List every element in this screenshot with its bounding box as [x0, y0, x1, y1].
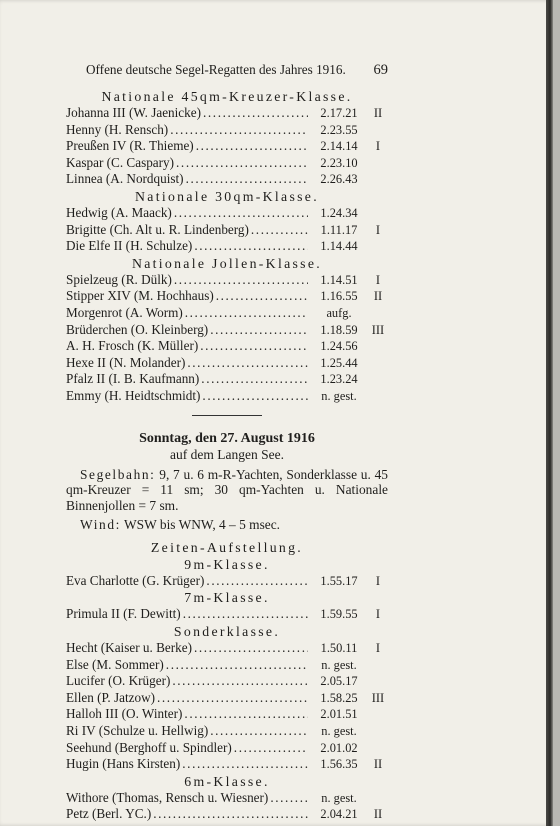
placing: I — [375, 573, 381, 588]
result-row — [66, 790, 388, 807]
boat-name: Brüderchen (O. Kleinberg) — [66, 321, 209, 337]
placing: II — [373, 289, 383, 304]
leader-dots — [182, 756, 308, 772]
finish-time: 1.16.55 — [320, 289, 358, 304]
leader-dots — [200, 338, 308, 354]
finish-time: 1.56.35 — [320, 757, 358, 772]
boat-name: Henny (H. Rensch) — [66, 121, 169, 137]
boat-name: Ellen (P. Jatzow) — [66, 689, 155, 705]
boat-name: Hecht (Kaiser u. Berke) — [66, 640, 192, 656]
leader-dots — [184, 706, 308, 722]
boat-name: Else (M. Sommer) — [66, 656, 164, 672]
leader-dots — [185, 305, 308, 321]
section-divider — [192, 415, 262, 416]
result-row — [66, 573, 388, 590]
result-row — [66, 640, 388, 657]
leader-dots — [234, 740, 308, 756]
page-number: 69 — [373, 62, 388, 78]
placing: III — [371, 322, 385, 337]
leader-dots — [194, 640, 308, 656]
boat-name: Stipper XIV (M. Hochhaus) — [66, 288, 214, 304]
page-content — [66, 62, 388, 823]
result-row — [66, 305, 388, 322]
result-row — [66, 371, 388, 388]
class-heading: Sonderklasse. — [173, 624, 281, 640]
result-row — [66, 740, 388, 757]
leader-dots — [203, 105, 308, 121]
result-row — [66, 606, 388, 623]
placing: II — [373, 757, 383, 772]
boat-name: Hedwig (A. Maack) — [66, 204, 172, 220]
finish-time: 1.18.59 — [320, 322, 358, 337]
placing: I — [375, 607, 381, 622]
wind-line — [80, 517, 388, 533]
result-row — [66, 723, 388, 740]
leader-dots — [196, 138, 308, 154]
leader-dots — [201, 371, 308, 387]
finish-time: 1.11.17 — [320, 222, 358, 237]
boat-name: Primula II (F. Dewitt) — [66, 606, 181, 622]
result-row — [66, 690, 388, 707]
day-title: Sonntag, den 27. August 1916 — [139, 430, 315, 446]
finish-time: 2.01.02 — [320, 740, 358, 755]
class-heading: Nationale 30qm-Klasse. — [135, 188, 319, 204]
finish-time: 2.26.43 — [320, 172, 358, 187]
result-row — [66, 806, 388, 823]
boat-name: A. H. Frosch (K. Müller) — [66, 338, 199, 354]
result-row — [66, 756, 388, 773]
running-title: Offene deutsche Segel-Regatten des Jahres 1916. — [86, 62, 346, 77]
leader-dots — [202, 388, 308, 404]
class-heading: 9m-Klasse. — [184, 556, 270, 572]
boat-name: Hexe II (N. Molander) — [66, 354, 186, 370]
leader-dots — [251, 222, 308, 238]
wind-label: Wind: — [80, 516, 121, 532]
boat-name: Eva Charlotte (G. Krüger) — [66, 572, 205, 588]
result-row — [66, 657, 388, 674]
boat-name: Kaspar (C. Caspary) — [66, 154, 175, 170]
finish-time: n. gest. — [321, 790, 357, 805]
day-subtitle: auf dem Langen See. — [170, 446, 284, 462]
finish-time: 2.04.21 — [320, 807, 358, 822]
result-row — [66, 138, 388, 155]
results-bottom — [66, 556, 388, 823]
finish-time: 1.59.55 — [320, 607, 358, 622]
class-heading: Nationale 45qm-Kreuzer-Klasse. — [101, 89, 353, 104]
result-row — [66, 338, 388, 355]
running-head — [86, 62, 388, 79]
result-row — [66, 355, 388, 372]
finish-time: 1.14.51 — [320, 272, 358, 287]
boat-name: Morgenrot (A. Worm) — [66, 304, 183, 320]
finish-time: 1.24.34 — [320, 205, 358, 220]
result-row — [66, 288, 388, 305]
boat-name: Withore (Thomas, Rensch u. Wiesner) — [66, 789, 269, 805]
finish-time: 1.50.11 — [320, 641, 358, 656]
leader-dots — [210, 322, 308, 338]
boat-name: Seehund (Berghoff u. Spindler) — [66, 739, 232, 755]
leader-dots — [174, 272, 308, 288]
leader-dots — [270, 790, 308, 806]
finish-time: 2.17.21 — [320, 106, 358, 120]
boat-name: Halloh III (O. Winter) — [66, 706, 183, 722]
leader-dots — [172, 673, 308, 689]
page-edge — [546, 0, 553, 826]
result-row — [66, 706, 388, 723]
leader-dots — [210, 723, 308, 739]
finish-time: 1.58.25 — [320, 690, 358, 705]
finish-time: 1.55.17 — [320, 573, 358, 588]
finish-time: 2.14.14 — [320, 139, 358, 154]
boat-name: Spielzeug (R. Dülk) — [66, 271, 172, 287]
boat-name: Emmy (H. Heidtschmidt) — [66, 387, 201, 403]
course-paragraph — [66, 467, 388, 514]
finish-time: 1.23.24 — [320, 372, 358, 387]
leader-dots — [216, 288, 308, 304]
finish-time: 2.05.17 — [320, 674, 358, 689]
class-heading: 6m-Klasse. — [184, 773, 270, 789]
result-row — [66, 122, 388, 139]
finish-time: 2.01.51 — [320, 707, 358, 722]
finish-time: 2.23.55 — [320, 122, 358, 137]
leader-dots — [157, 690, 308, 706]
leader-dots — [176, 155, 308, 171]
leader-dots — [206, 573, 308, 589]
boat-name: Petz (Berl. YC.) — [66, 806, 152, 822]
placing: I — [375, 272, 381, 287]
boat-name: Ri IV (Schulze u. Hellwig) — [66, 723, 209, 739]
class-heading: Nationale Jollen-Klasse. — [131, 255, 323, 271]
class-heading: 7m-Klasse. — [184, 590, 270, 606]
leader-dots — [187, 355, 308, 371]
leader-dots — [170, 122, 308, 138]
leader-dots — [174, 205, 308, 221]
boat-name: Die Elfe II (H. Schulze) — [66, 238, 193, 254]
placing: II — [373, 106, 383, 120]
result-row — [66, 322, 388, 339]
course-text: 9, 7 u. 6 m-R-Yachten, Sonderklasse u. 45 qm-Kreuzer = 11 sm; 30 qm-Yachten u. Nationale Binnenjollen = 7 sm. — [66, 466, 388, 514]
result-row — [66, 155, 388, 172]
course-label: Segelbahn: — [80, 466, 156, 482]
boat-name: Linnea (A. Nordquist) — [66, 171, 184, 187]
finish-time: 2.23.10 — [320, 155, 358, 170]
boat-name: Pfalz II (I. B. Kaufmann) — [66, 371, 200, 387]
boat-name: Hugin (Hans Kirsten) — [66, 756, 181, 772]
finish-time: 1.14.44 — [320, 239, 358, 254]
result-row — [66, 205, 388, 222]
result-row — [66, 673, 388, 690]
finish-time: n. gest. — [321, 657, 357, 672]
wind-text: WSW bis WNW, 4 – 5 msec. — [120, 516, 281, 532]
result-row — [66, 388, 388, 405]
finish-time: aufg. — [326, 305, 352, 320]
leader-dots — [183, 606, 308, 622]
placing: I — [375, 641, 381, 656]
boat-name: Johanna III (W. Jaenicke) — [66, 105, 201, 120]
result-row — [66, 171, 388, 188]
finish-time: 1.25.44 — [320, 355, 358, 370]
boat-name: Brigitte (Ch. Alt u. R. Lindenberg) — [66, 221, 249, 237]
result-row — [66, 238, 388, 255]
result-row — [66, 105, 388, 122]
placing: III — [371, 690, 385, 705]
finish-time: 1.24.56 — [320, 339, 358, 354]
leader-dots — [166, 657, 308, 673]
boat-name: Preußen IV (R. Thieme) — [66, 138, 194, 154]
finish-time: n. gest. — [321, 388, 357, 403]
leader-dots — [153, 806, 308, 822]
placing: I — [375, 139, 381, 154]
boat-name: Lucifer (O. Krüger) — [66, 673, 171, 689]
leader-dots — [194, 238, 308, 254]
results-top — [66, 88, 388, 405]
result-row — [66, 222, 388, 239]
placing: II — [373, 807, 383, 822]
leader-dots — [186, 171, 308, 187]
times-heading: Zeiten-Aufstellung. — [150, 539, 304, 555]
result-row — [66, 272, 388, 289]
finish-time: n. gest. — [321, 724, 357, 739]
placing: I — [375, 222, 381, 237]
